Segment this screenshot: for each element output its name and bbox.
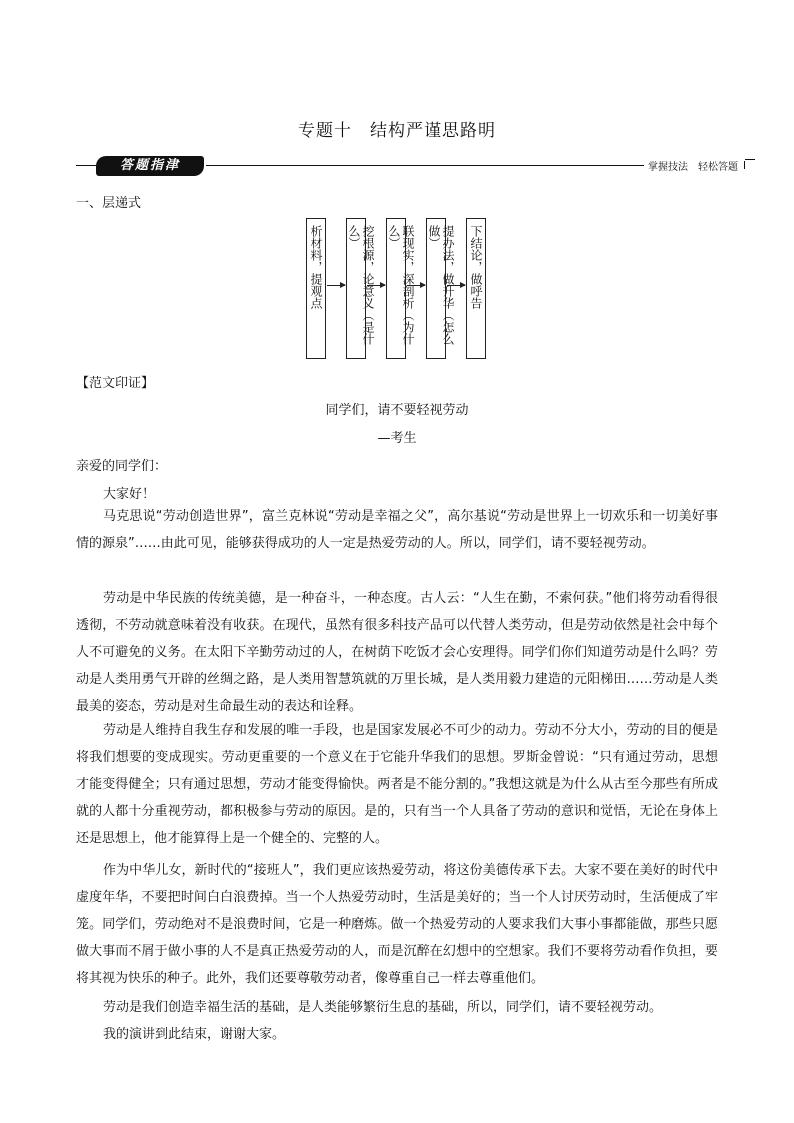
page-title: 专题十 结构严谨思路明 — [298, 121, 496, 141]
flow-step-2 — [346, 218, 375, 359]
flow-step-3 — [386, 218, 415, 359]
essay-title: 同学们，请不要轻视劳动 — [325, 403, 469, 418]
banner-divider-right — [206, 165, 644, 166]
essay-paragraph: 劳动是我们创造幸福生活的基础，是人类能够繁衍生息的基础，所以，同学们，请不要轻视劳动。 — [103, 1000, 663, 1015]
banner-divider-left — [76, 165, 96, 166]
flow-arrow-2 — [367, 285, 385, 286]
banner-divider-end — [745, 159, 755, 160]
essay-greeting: 大家好！ — [103, 487, 156, 502]
flow-step-label: 提办法，做升华（怎么做） — [427, 225, 455, 345]
flow-step-5 — [466, 218, 486, 359]
essay-paragraph: 马克思说“劳动创造世界”，富兰克林说“劳动是幸福之父”，高尔基说“劳动是世界上一切欢乐和一切美好事情的源泉”……由此可见，能够获得成功的人一定是热爱劳动的人。所以，同学们，请不要轻视劳动。 — [76, 509, 718, 551]
essay-paragraph: 劳动是中华民族的传统美德，是一种奋斗，一种态度。古人云：“人生在勤，不索何获。”他们将劳动看得很透彻，不劳动就意味着没有收获。在现代，虽然有很多科技产品可以代替人类劳动，但是劳动依然是社会中每个人不可避免的义务。在太阳下辛勤劳动过的人，在树荫下吃饭才会心安理得。同学们你们知道劳动是什么吗？劳动是人类用勇气开辟的丝绸之路，是人类用智慧筑就的万里长城，是人类用毅力建造的元阳梯田……劳动是人类最美的姿态，劳动是对生命最生动的表达和诠释。 — [76, 591, 718, 714]
flow-step-1 — [306, 218, 326, 359]
banner-tips: 掌握技法 轻松答题 — [648, 162, 738, 173]
essay-paragraph: 劳动是人维持自我生存和发展的唯一手段，也是国家发展必不可少的动力。劳动不分大小，劳动的目的便是将我们想要的变成现实。劳动更重要的一个意义在于它能升华我们的思想。罗斯金曾说：“只有通过劳动，思想才能变得健全；只有通过思想，劳动才能变得愉快。两者是不能分割的。”我想这就是为什么从古至今那些有所成就的人都十分重视劳动，都积极参与劳动的原因。是的，只有当一个人具备了劳动的意识和觉悟，无论在身体上还是思想上，他才能算得上是一个健全的、完整的人。 — [76, 723, 718, 846]
essay-paragraph: 作为中华儿女，新时代的“接班人”，我们更应该热爱劳动，将这份美德传承下去。大家不要在美好的时代中虚度年华，不要把时间白白浪费掉。当一个人热爱劳动时，生活是美好的；当一个人讨厌劳动时，生活便成了牢笼。同学们，劳动绝对不是浪费时间，它是一种磨炼。做一个热爱劳动的人要求我们大事小事都能做，那些只愿做大事而不屑于做小事的人不是真正热爱劳动的人，而是沉醉在幻想中的空想家。我们不要将劳动看作负担，要将其视为快乐的种子。此外，我们还要尊敬劳动者，像尊重自己一样去尊重他们。 — [76, 863, 718, 986]
section-heading: 一、层递式 — [76, 196, 142, 211]
essay-paragraph: 我的演讲到此结束，谢谢大家。 — [103, 1027, 286, 1042]
banner-divider-tick — [744, 161, 745, 169]
flow-arrow-1 — [327, 285, 345, 286]
flow-step-label: 联现实，深剖析（为什么） — [387, 225, 415, 345]
banner-badge: 答题指津 — [96, 156, 204, 176]
flow-arrow-4 — [447, 285, 465, 286]
flow-step-label: 挖根源，论意义（是什么） — [347, 225, 375, 345]
flow-arrow-3 — [407, 285, 425, 286]
essay-author: —考生 — [377, 431, 417, 446]
essay-salutation: 亲爱的同学们： — [76, 459, 168, 474]
flow-step-label: 下结论，做呼告 — [469, 225, 483, 309]
flow-step-label: 析材料，提观点 — [309, 225, 323, 309]
flow-step-4 — [426, 218, 455, 359]
example-label: 【范文印证】 — [76, 376, 155, 391]
